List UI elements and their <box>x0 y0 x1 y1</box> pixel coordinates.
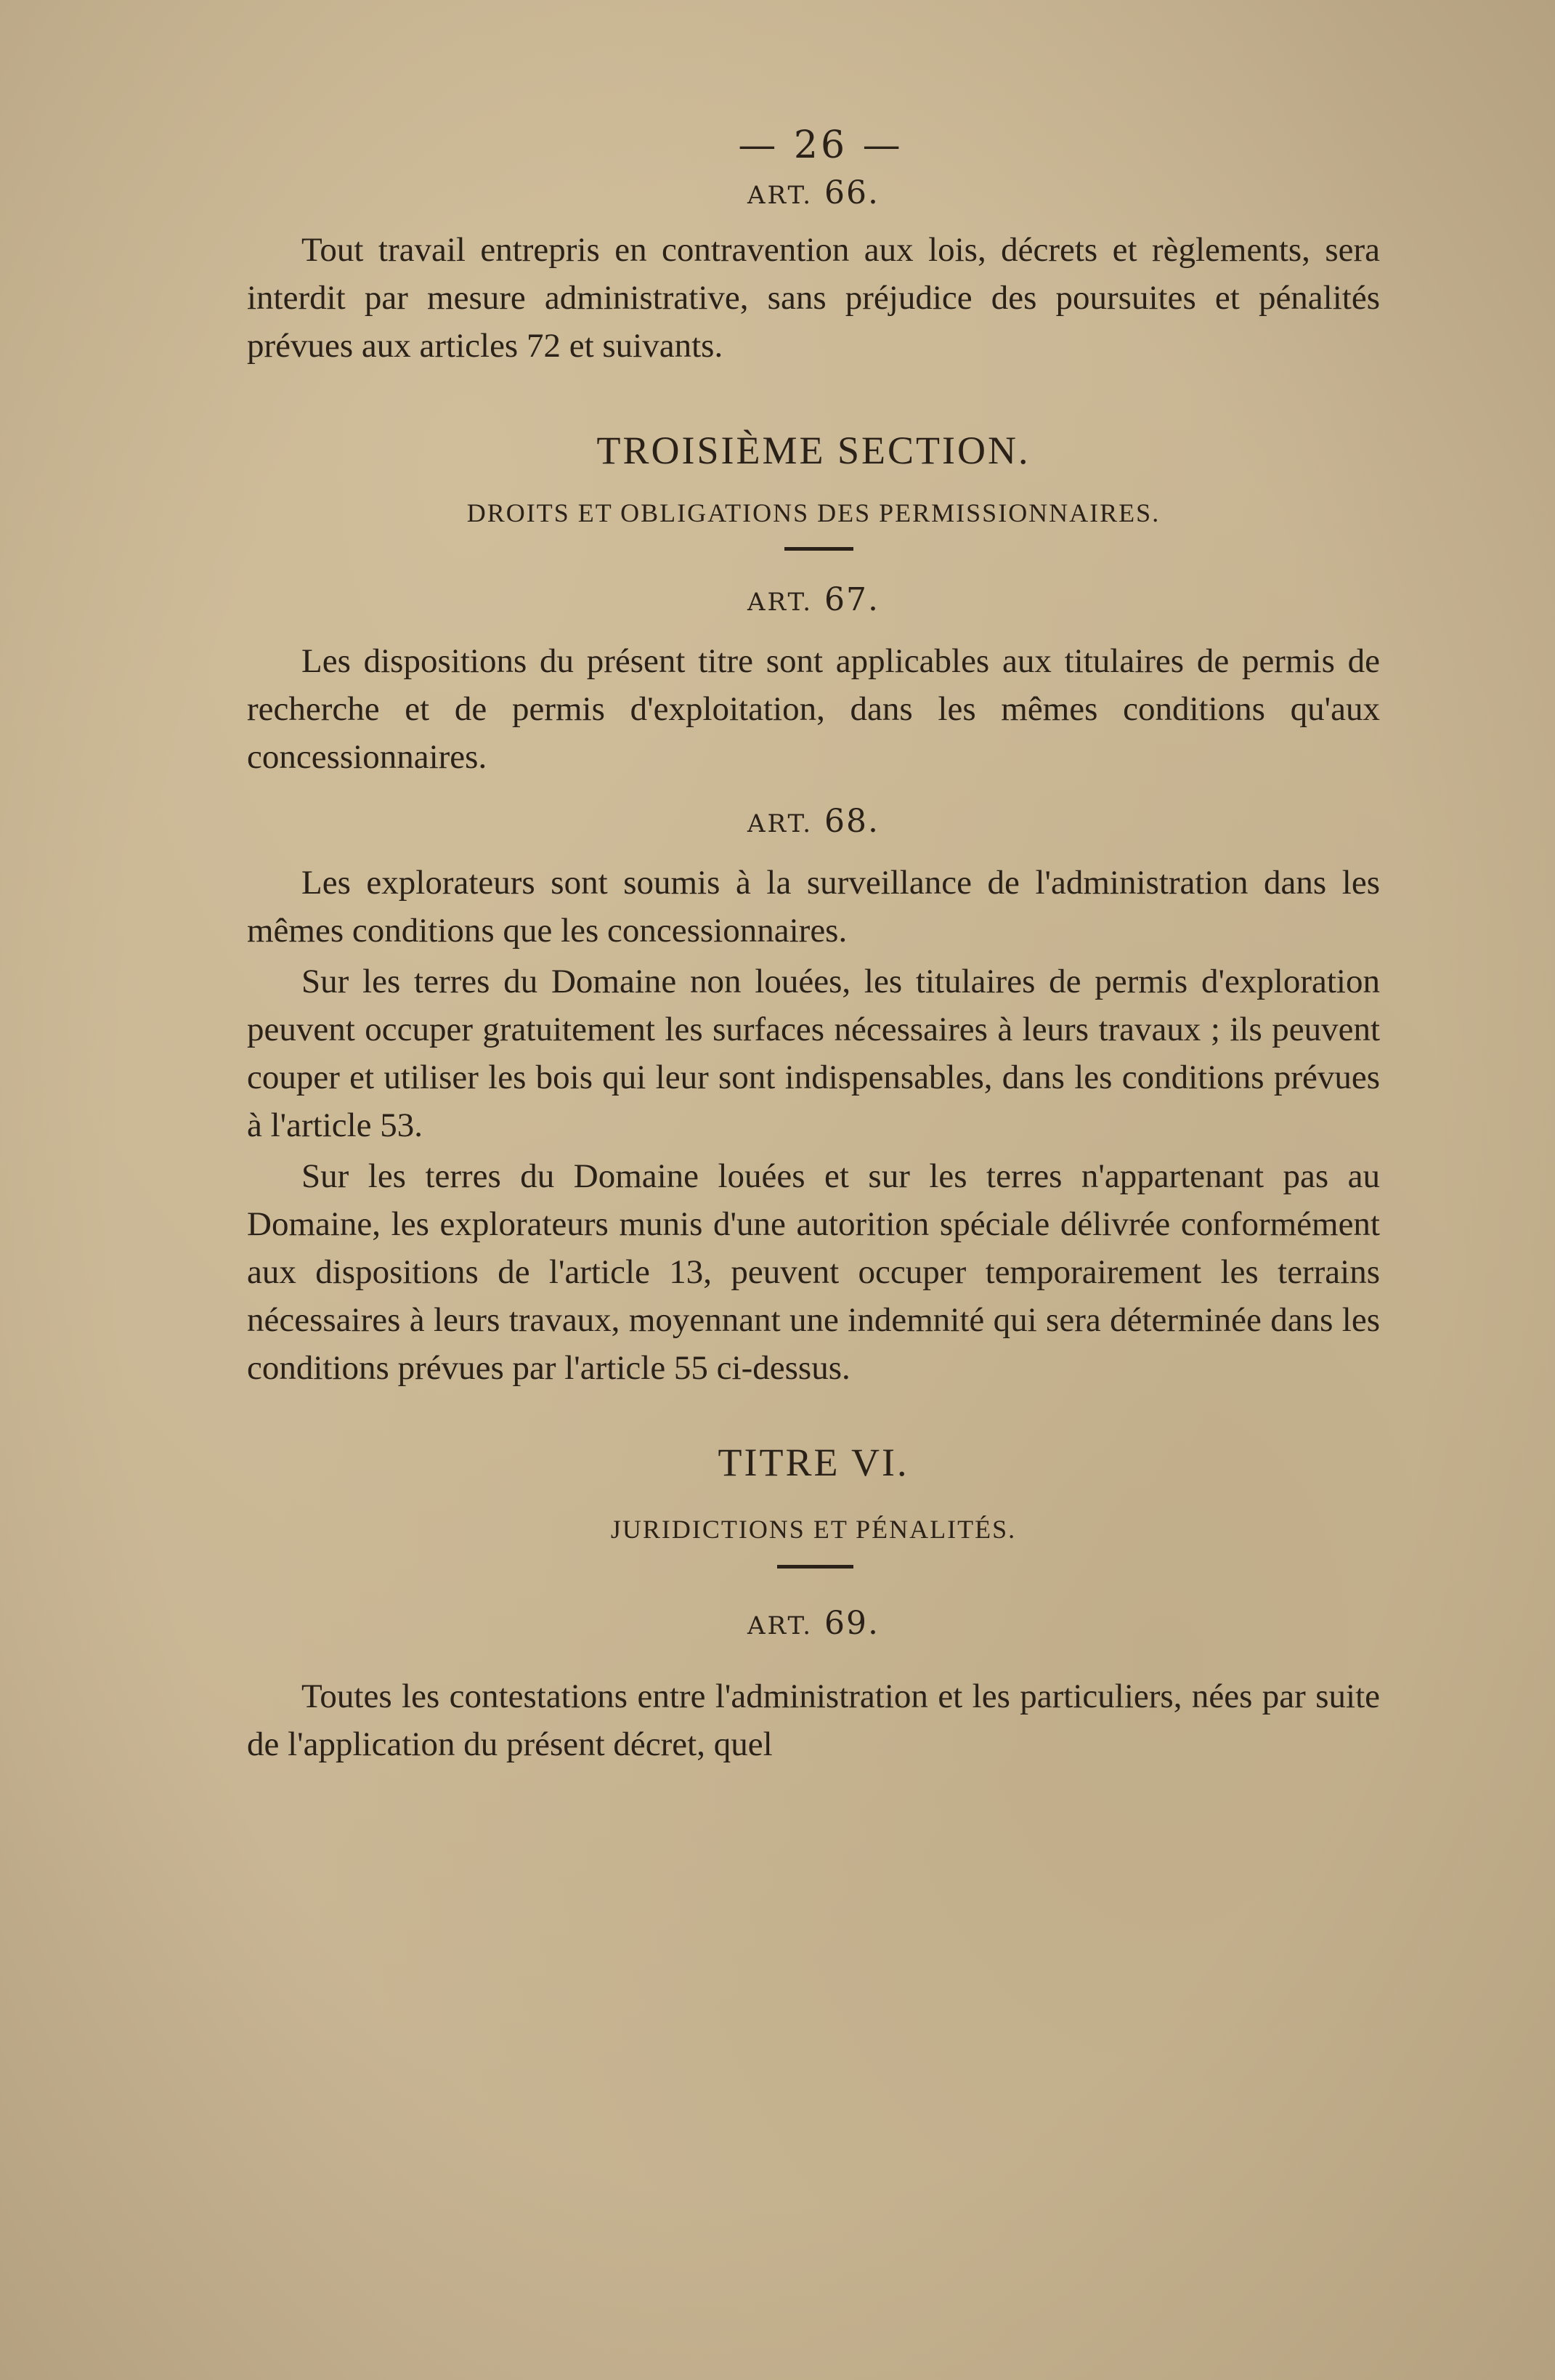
titre-title: TITRE VI. <box>718 1441 909 1484</box>
article-prefix: ART. <box>747 588 813 617</box>
document-page <box>247 124 1380 1768</box>
article-number: 66. <box>824 174 880 211</box>
article-number: 67. <box>824 581 880 618</box>
page-number: — 26 — <box>738 124 904 167</box>
article-68-paragraph-2: Sur les terres du Domaine non louées, les titulaires de permis d'exploration peuvent occuper gratuitement les surfaces nécessaires à leurs travaux ; ils peuvent couper et utiliser les bois qui leur sont indispensables, dans les conditions prévues à l'article 53. <box>247 963 1380 1144</box>
article-66-heading <box>247 174 1380 211</box>
separator-rule <box>784 547 853 551</box>
article-68-paragraph-1: Les explorateurs sont soumis à la surveillance de l'administration dans les mêmes conditions que les concessionnaires. <box>247 864 1380 950</box>
section-title: TROISIÈME SECTION. <box>596 429 1031 472</box>
titre-subtitle: JURIDICTIONS ET PÉNALITÉS. <box>610 1515 1017 1544</box>
article-prefix: ART. <box>747 1611 813 1640</box>
separator-rule <box>777 1565 853 1569</box>
article-68-paragraph-3: Sur les terres du Domaine louées et sur les terres n'appartenant pas au Domaine, les explorateurs munis d'une autorition spéciale délivrée conformément aux dispositions de l'article 13, peuvent occuper temporairement les terrains nécessaires à leurs travaux, moyennant une indemnité qui sera déterminée dans les conditions prévues par l'article 55 ci-dessus. <box>247 1157 1380 1387</box>
section-subtitle: DROITS ET OBLIGATIONS DES PERMISSIONNAIRES. <box>466 498 1161 527</box>
article-prefix: ART. <box>747 181 813 210</box>
article-67-text: Les dispositions du présent titre sont applicables aux titulaires de permis de recherche et de permis d'exploitation, dans les mêmes conditions qu'aux concessionnaires. <box>247 642 1380 776</box>
article-66-text: Tout travail entrepris en contravention aux lois, décrets et règlements, sera interdit par mesure administrative, sans préjudice des poursuites et pénalités prévues aux articles 72 et suivants. <box>247 231 1380 365</box>
article-number: 68. <box>824 803 880 840</box>
article-69-text: Toutes les contestations entre l'administration et les particuliers, nées par suite de l'application du présent décret, quel <box>247 1677 1380 1763</box>
article-number: 69. <box>824 1605 880 1642</box>
article-67-heading <box>247 581 1380 618</box>
article-68-heading <box>247 803 1380 840</box>
article-prefix: ART. <box>747 809 813 838</box>
article-69-heading <box>247 1605 1380 1642</box>
